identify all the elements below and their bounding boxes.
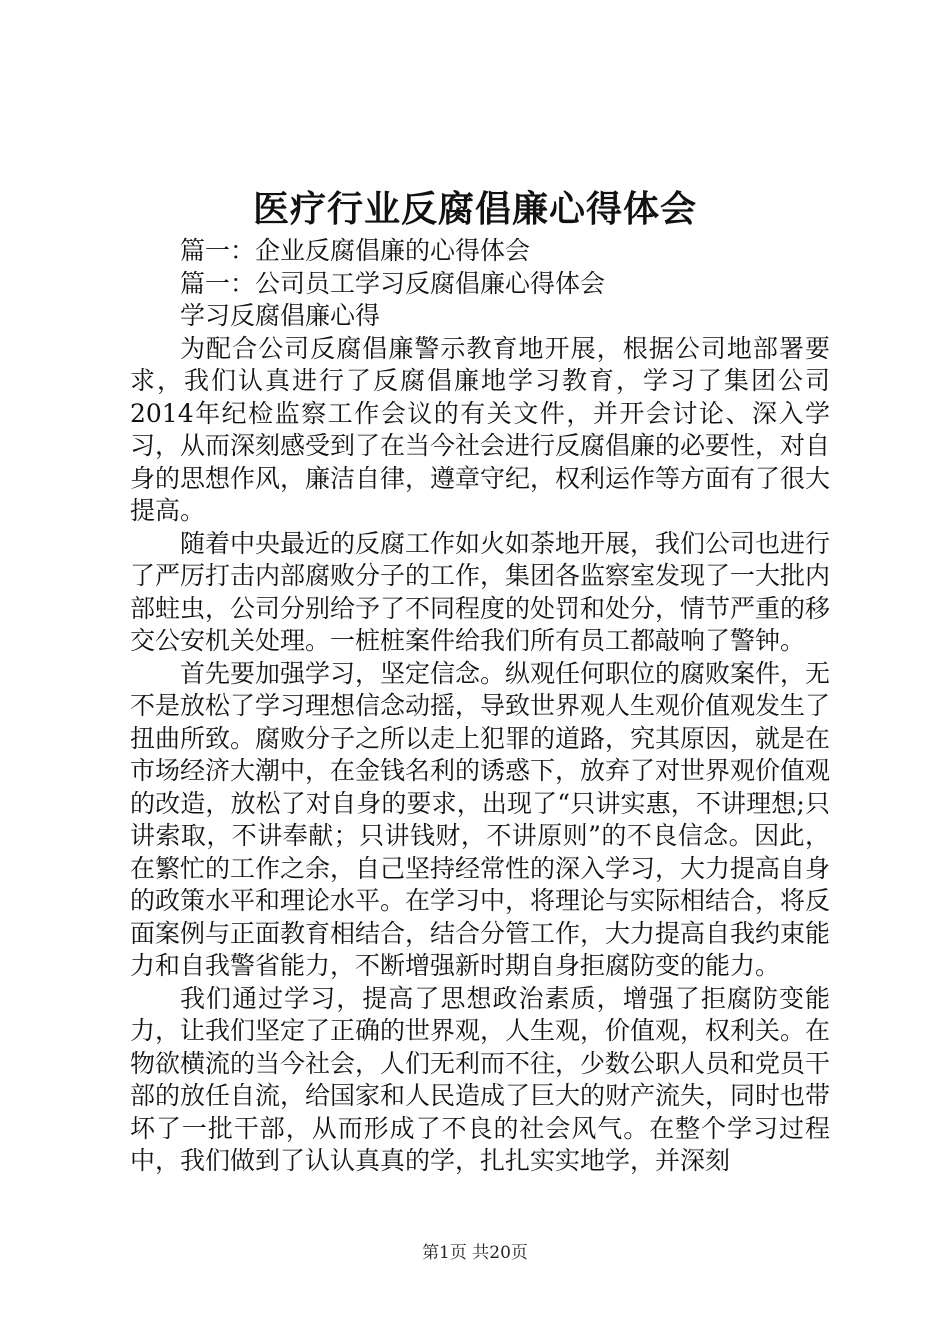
page-footer: 第1页 共20页 [422, 1243, 528, 1263]
section-subheading: 学习反腐倡廉心得 [180, 301, 381, 330]
paragraph-2: 随着中央最近的反腐工作如火如荼地开展，我们公司也进行了严厉打击内部腐败分子的工作，集团各监察室发现了一大批内部蛀虫，公司分别给予了不同程度的处罚和处分，情节严重的移交公安机关处理。一桩桩案件给我们所有员工都敲响了警钟。 [130, 528, 831, 655]
paragraph-4: 我们通过学习，提高了思想政治素质，增强了拒腐防变能力，让我们坚定了正确的世界观，人生观，价值观，权利关。在物欲横流的当今社会，人们无利而不往，少数公职人员和党员干部的放任自流，给国家和人民造成了巨大的财产流失，同时也带坏了一批干部，从而形成了不良的社会风气。在整个学习过程中，我们做到了认认真真的学，扎扎实实地学，并深刻 [130, 983, 831, 1175]
document-title: 医疗行业反腐倡廉心得体会 [252, 188, 697, 230]
document-body [130, 235, 830, 1178]
section-heading-1: 篇一：企业反腐倡廉的心得体会 [180, 236, 531, 265]
paragraph-3: 首先要加强学习，坚定信念。纵观任何职位的腐败案件，无不是放松了学习理想信念动摇，导致世界观人生观价值观发生了扭曲所致。腐败分子之所以走上犯罪的道路，究其原因，就是在市场经济大潮中，在金钱名利的诱惑下，放弃了对世界观价值观的改造，放松了对自身的要求，出现了“只讲实惠，不讲理想;只讲索取，不讲奉献；只讲钱财，不讲原则”的不良信念。因此，在繁忙的工作之余，自己坚持经常性的深入学习，大力提高自身的政策水平和理论水平。在学习中，将理论与实际相结合，将反面案例与正面教育相结合，结合分管工作，大力提高自我约束能力和自我警省能力，不断增强新时期自身拒腐防变的能力。 [130, 658, 831, 980]
section-heading-2: 篇一：公司员工学习反腐倡廉心得体会 [180, 268, 606, 298]
paragraph-1: 为配合公司反腐倡廉警示教育地开展，根据公司地部署要求，我们认真进行了反腐倡廉地学习教育，学习了集团公司2014年纪检监察工作会议的有关文件，并开会讨论、深入学习，从而深刻感受到了在当今社会进行反腐倡廉的必要性，对自身的思想作风，廉洁自律，遵章守纪，权利运作等方面有了很大提高。 [130, 333, 831, 525]
